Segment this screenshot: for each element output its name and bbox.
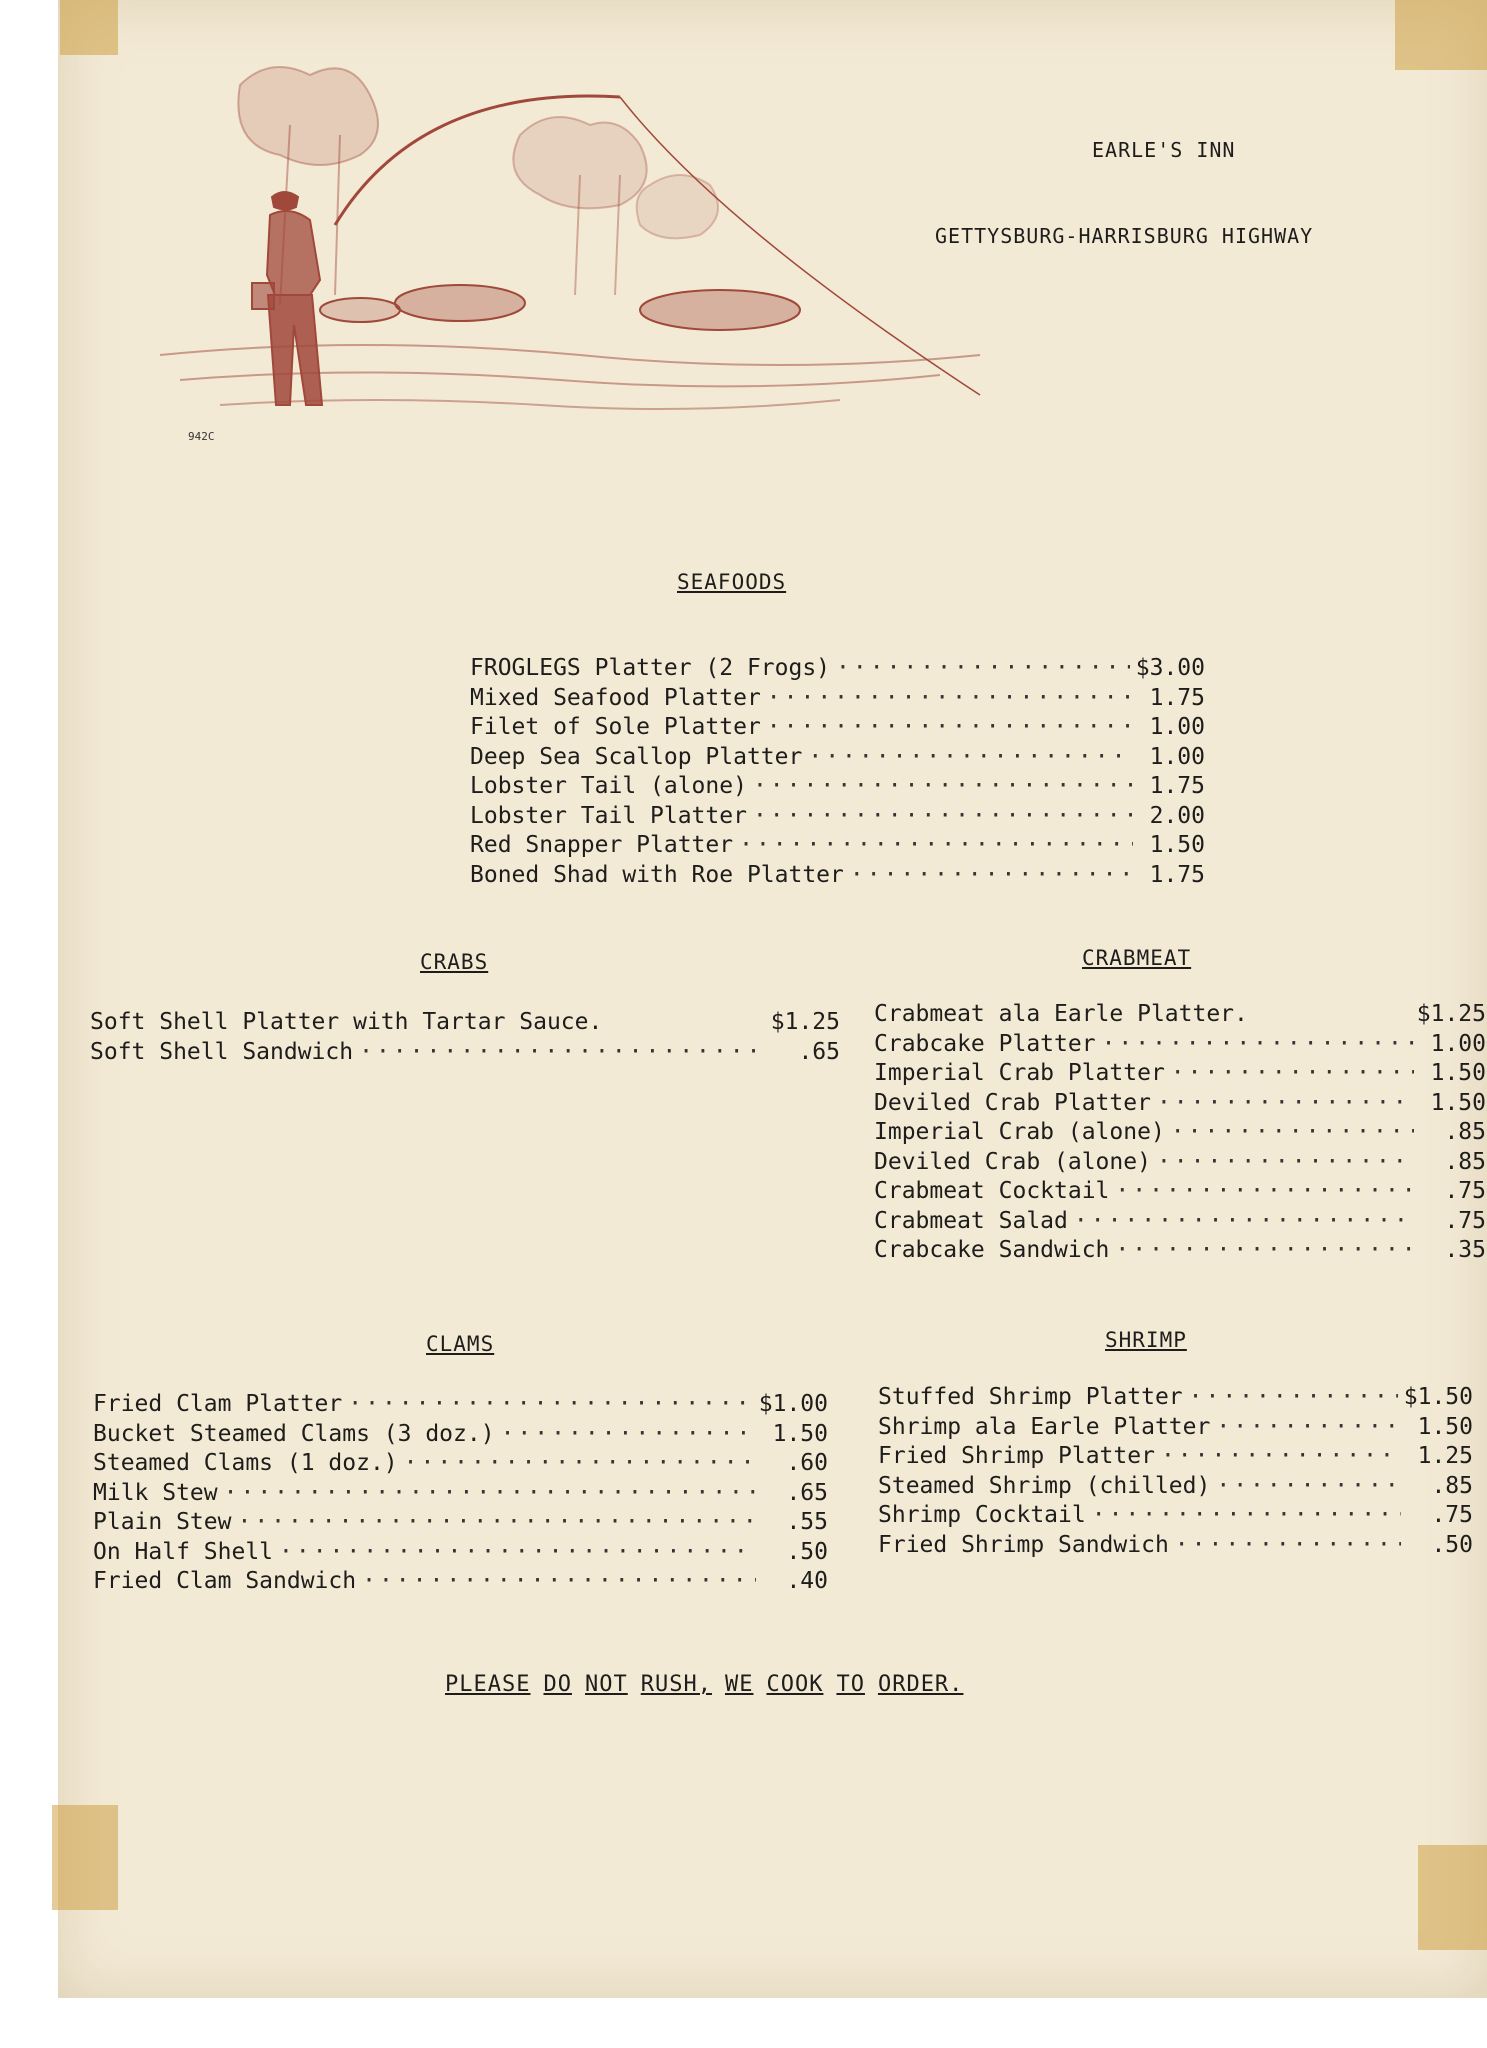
menu-item (874, 1177, 1486, 1207)
item-price: 1.50 (772, 1420, 828, 1447)
item-name: Plain Stew (93, 1509, 232, 1535)
item-price: 1.50 (1417, 1413, 1473, 1440)
dot-leader (739, 831, 1133, 861)
item-name: Shrimp ala Earle Platter (878, 1413, 1211, 1440)
item-name: Lobster Tail (alone) (470, 773, 747, 799)
dot-leader (348, 1390, 753, 1420)
item-price: 1.50 (1430, 1089, 1486, 1116)
menu-item (878, 1501, 1473, 1531)
item-price: .35 (1444, 1237, 1486, 1263)
section-title-shrimp: SHRIMP (1105, 1328, 1187, 1352)
item-price: .50 (786, 1538, 828, 1565)
item-name: Fried Shrimp Platter (878, 1443, 1155, 1469)
seafoods-list (470, 654, 1205, 890)
dot-leader (224, 1479, 756, 1509)
item-price: .55 (786, 1509, 828, 1535)
dot-leader (767, 684, 1133, 714)
plate-number: 942C (188, 430, 215, 443)
item-price: .85 (1444, 1119, 1486, 1145)
menu-item (470, 861, 1205, 891)
section-title-clams: CLAMS (426, 1332, 495, 1356)
item-name: Deviled Crab (alone) (874, 1148, 1151, 1175)
menu-item (93, 1390, 828, 1420)
crabmeat-list (874, 1000, 1486, 1266)
clams-list (93, 1390, 828, 1597)
item-price: .85 (1444, 1148, 1486, 1175)
item-name: Steamed Clams (1 doz.) (93, 1450, 398, 1476)
item-name: Imperial Crab (alone) (874, 1119, 1165, 1145)
dot-leader (501, 1420, 756, 1450)
shrimp-list (878, 1383, 1473, 1560)
footer-notice (445, 1672, 976, 1697)
item-name: FROGLEGS Platter (2 Frogs) (470, 655, 831, 681)
item-name: Soft Shell Platter with Tartar Sauce. (90, 1009, 603, 1035)
dot-leader (1092, 1501, 1401, 1531)
dot-leader (1157, 1089, 1414, 1119)
menu-item (874, 1236, 1486, 1266)
menu-item (93, 1479, 828, 1509)
menu-item (470, 743, 1205, 773)
item-name: Crabmeat Salad (874, 1207, 1068, 1234)
menu-item (874, 1148, 1486, 1178)
menu-item (470, 772, 1205, 802)
dot-leader (1115, 1236, 1414, 1266)
menu-item (90, 1038, 840, 1068)
item-price: .85 (1431, 1472, 1473, 1499)
dot-leader (1115, 1177, 1414, 1207)
item-name: Bucket Steamed Clams (3 doz.) (93, 1420, 495, 1447)
dot-leader (1157, 1148, 1414, 1178)
footer-word: PLEASE (445, 1672, 531, 1697)
dot-leader (1216, 1472, 1401, 1502)
item-price: .75 (1444, 1178, 1486, 1204)
item-name: Mixed Seafood Platter (470, 684, 761, 711)
menu-item (878, 1413, 1473, 1443)
item-price: 1.75 (1149, 773, 1205, 799)
item-name: Stuffed Shrimp Platter (878, 1384, 1183, 1410)
dot-leader (753, 772, 1133, 802)
item-price: .65 (786, 1479, 828, 1506)
dot-leader (404, 1449, 756, 1479)
item-price: 2.00 (1149, 802, 1205, 829)
item-price: .75 (1444, 1207, 1486, 1234)
tape-top-left (60, 0, 118, 55)
item-price: 1.25 (1417, 1443, 1473, 1469)
menu-item (470, 713, 1205, 743)
item-name: Fried Clam Platter (93, 1391, 343, 1417)
fly-fisherman-illustration (160, 25, 990, 425)
menu-item (93, 1508, 828, 1538)
crabs-list (90, 1008, 840, 1067)
item-price: 1.50 (1430, 1060, 1486, 1086)
dot-leader (1171, 1059, 1414, 1089)
dot-leader (808, 743, 1133, 773)
tape-bottom-right (1418, 1845, 1487, 1950)
dot-leader (1171, 1118, 1414, 1148)
dot-leader (1161, 1442, 1401, 1472)
dot-leader (279, 1538, 756, 1568)
menu-item (93, 1420, 828, 1450)
item-name: Crabcake Platter (874, 1030, 1096, 1057)
menu-item (874, 1030, 1486, 1060)
dot-leader (836, 654, 1130, 684)
item-name: Soft Shell Sandwich (90, 1038, 354, 1065)
footer-word: COOK (766, 1672, 824, 1697)
item-price: .75 (1431, 1502, 1473, 1528)
footer-word: TO (836, 1672, 865, 1697)
dot-leader (1189, 1383, 1398, 1413)
menu-item (878, 1531, 1473, 1561)
item-price: $1.25 (770, 1009, 840, 1035)
item-name: Boned Shad with Roe Platter (470, 861, 844, 888)
footer-word: ORDER. (877, 1672, 964, 1697)
item-name: Red Snapper Platter (470, 832, 734, 858)
inn-address: GETTYSBURG-HARRISBURG HIGHWAY (935, 224, 1314, 248)
menu-item (470, 802, 1205, 832)
dot-leader (1216, 1413, 1401, 1443)
menu-item (874, 1000, 1486, 1030)
menu-item (874, 1089, 1486, 1119)
dot-leader (753, 802, 1133, 832)
dot-leader (1074, 1207, 1414, 1237)
item-price: .50 (1431, 1531, 1473, 1558)
item-price: 1.75 (1149, 684, 1205, 711)
dot-leader (1175, 1531, 1401, 1561)
menu-item (874, 1118, 1486, 1148)
item-name: Crabmeat ala Earle Platter. (874, 1001, 1248, 1027)
item-price: 1.00 (1149, 743, 1205, 770)
footer-word: WE (724, 1672, 754, 1697)
menu-item (878, 1383, 1473, 1413)
menu-item (470, 654, 1205, 684)
item-price: $3.00 (1135, 655, 1205, 681)
dot-leader (1102, 1030, 1414, 1060)
item-price: 1.50 (1149, 832, 1205, 858)
menu-item (93, 1567, 828, 1597)
tape-top-right (1395, 0, 1487, 70)
menu-item (470, 684, 1205, 714)
dot-leader (359, 1038, 768, 1068)
menu-item (90, 1008, 840, 1038)
item-price: .60 (786, 1450, 828, 1476)
footer-word: NOT (584, 1672, 628, 1697)
dot-leader (850, 861, 1133, 891)
tape-bottom-left (52, 1805, 118, 1910)
menu-item (874, 1207, 1486, 1237)
menu-item (878, 1442, 1473, 1472)
item-price: $1.00 (758, 1391, 828, 1417)
dot-leader (362, 1567, 756, 1597)
dot-leader (237, 1508, 756, 1538)
item-price: .65 (798, 1038, 840, 1065)
item-name: Crabcake Sandwich (874, 1237, 1110, 1263)
item-name: Deviled Crab Platter (874, 1089, 1151, 1116)
menu-item (93, 1449, 828, 1479)
item-name: Crabmeat Cocktail (874, 1178, 1110, 1204)
inn-name: EARLE'S INN (1092, 138, 1236, 162)
section-title-crabmeat: CRABMEAT (1082, 946, 1192, 970)
item-price: 1.75 (1149, 861, 1205, 888)
menu-item (470, 831, 1205, 861)
item-price: .40 (786, 1568, 828, 1594)
dot-leader (767, 713, 1133, 743)
item-name: Steamed Shrimp (chilled) (878, 1472, 1211, 1499)
item-name: Milk Stew (93, 1479, 218, 1506)
item-name: Filet of Sole Platter (470, 714, 761, 740)
item-price: 1.00 (1430, 1030, 1486, 1057)
item-price: $1.25 (1416, 1001, 1486, 1027)
item-name: On Half Shell (93, 1538, 274, 1565)
item-name: Shrimp Cocktail (878, 1502, 1086, 1528)
footer-word: RUSH, (640, 1672, 712, 1697)
menu-item (93, 1538, 828, 1568)
menu-item (878, 1472, 1473, 1502)
section-title-crabs: CRABS (420, 950, 489, 974)
item-name: Imperial Crab Platter (874, 1060, 1165, 1086)
item-name: Fried Shrimp Sandwich (878, 1531, 1169, 1558)
item-name: Fried Clam Sandwich (93, 1568, 357, 1594)
item-name: Lobster Tail Platter (470, 802, 747, 829)
section-title-seafoods: SEAFOODS (677, 570, 787, 594)
item-name: Deep Sea Scallop Platter (470, 743, 803, 770)
menu-item (874, 1059, 1486, 1089)
item-price: $1.50 (1403, 1384, 1473, 1410)
item-price: 1.00 (1149, 714, 1205, 740)
footer-word: DO (543, 1672, 572, 1697)
